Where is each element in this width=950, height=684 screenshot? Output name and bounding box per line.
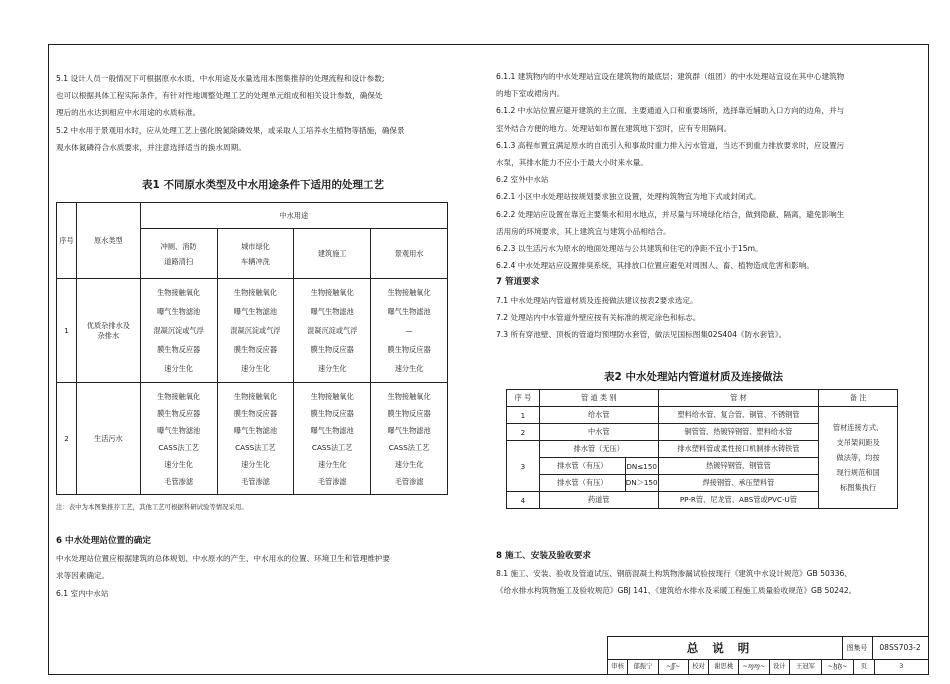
page-number: 3 bbox=[899, 662, 904, 670]
t2-header-mat: 管 材 bbox=[658, 390, 819, 407]
section-7-line: 7.1 中水处理站内管道材质及连接做法建议按表2要求选定。 bbox=[496, 295, 698, 305]
t2-row2-type: 中水管 bbox=[539, 424, 658, 441]
check-label: 校对 bbox=[689, 659, 709, 674]
section-8-line: 《给水排水构筑物施工及验收规范》GBJ 141、《建筑给水排水及采暖工程施工质量验收规范》GB 50242。 bbox=[496, 586, 857, 596]
t1-use-line: 景观用水 bbox=[394, 249, 424, 258]
t2-row1-type: 给水管 bbox=[539, 407, 658, 424]
t1-row1-no: 1 bbox=[57, 279, 77, 383]
para-5-1-line: 也可以根据具体工程实际条件，有针对性地调整处理工艺的处理单元组成和相关设计参数，确保处 bbox=[56, 91, 383, 101]
t2-note-line: 支吊架间距及 bbox=[836, 438, 880, 447]
reviewer-name: 郁振宁 bbox=[628, 659, 658, 674]
t1-process: 混凝沉淀或气浮 bbox=[307, 326, 358, 335]
t1-row1-cell bbox=[140, 279, 217, 383]
t1-type-line: 优质杂排水及 bbox=[86, 320, 130, 330]
t1-row1-cell bbox=[371, 279, 448, 383]
t2-note-line: 现行规范和国 bbox=[836, 468, 880, 477]
t1-process: 速分生化 bbox=[394, 364, 424, 373]
t1-process: 曝气生物滤池 bbox=[310, 425, 354, 435]
table1-note: 注：表中为本图集推荐工艺，其他工艺可根据科研试验等情况采用。 bbox=[56, 503, 248, 511]
t1-type-line: 杂排水 bbox=[97, 330, 120, 340]
t2-row4-no: 4 bbox=[507, 492, 540, 509]
t2-row4-type: 药道管 bbox=[539, 492, 658, 509]
para-5-1-line: 5.1 设计人员一般情况下可根据原水水质、中水用途及水量选用本图集推荐的处理流程和设计参数; bbox=[56, 74, 385, 83]
t1-process: 膜生物反应器 bbox=[387, 408, 431, 418]
t2-row3-mat-b: 热镀锌钢管、钢管管 bbox=[658, 458, 819, 475]
section-8-title: 8 施工、安装及验收要求 bbox=[496, 551, 591, 561]
t1-process: 膜生物反应器 bbox=[233, 345, 278, 354]
t1-process: 速分生化 bbox=[241, 459, 270, 469]
para-line: 6.2.4 中水处理站应设置排臭系统，其排放口位置应避免对周围人、畜、植物造成危害和影响。 bbox=[496, 261, 814, 271]
t1-process: 膜生物反应器 bbox=[387, 345, 431, 354]
t2-note bbox=[819, 407, 898, 509]
section-6 bbox=[56, 533, 456, 602]
para-line: 6.2.3 以生活污水为原水的地面处理站与公共建筑和住宅的净距不宜小于15m。 bbox=[496, 244, 763, 254]
t1-process: 膜生物反应器 bbox=[310, 345, 354, 354]
table1 bbox=[56, 202, 448, 495]
atlas-no-label: 图集号 bbox=[842, 637, 873, 660]
t1-process: 生物接触氧化 bbox=[157, 391, 201, 401]
t2-row3-mat-a: 排水塑料管或柔性接口机制排水铸铁管 bbox=[658, 441, 819, 458]
t1-process: CASS法工艺 bbox=[158, 442, 199, 452]
t1-process: 速分生化 bbox=[317, 459, 347, 469]
t2-header-no: 序 号 bbox=[507, 390, 540, 407]
t2-row1-no: 1 bbox=[507, 407, 540, 424]
para-line: 室外结合方便的地方。处理站如布置在建筑地下室时，应有专用隔间。 bbox=[496, 123, 732, 133]
left-column bbox=[56, 70, 456, 156]
section-6-line: 中水处理站位置应根据建筑的总体规划、中水原水的产生、中水用水的位置、环境卫生和管理维护要 bbox=[56, 554, 391, 564]
t1-header-no: 序号 bbox=[57, 203, 77, 279]
t1-process: 毛管渗滤 bbox=[317, 476, 347, 486]
t1-use-line: 车辆冲洗 bbox=[241, 256, 270, 266]
t1-row2-cell bbox=[294, 383, 371, 495]
t1-type-line: 生活污水 bbox=[93, 433, 123, 443]
t1-process: 膜生物反应器 bbox=[310, 408, 354, 418]
t1-use-col-3 bbox=[294, 229, 371, 279]
t1-row2-cell bbox=[217, 383, 294, 495]
t1-process: 混凝沉淀或气浮 bbox=[153, 326, 204, 335]
t1-process: 混凝沉淀或气浮 bbox=[230, 326, 281, 335]
para-line: 水泵，其排水能力不应小于最大小时来水量。 bbox=[496, 158, 648, 168]
t1-use-line: 建筑施工 bbox=[317, 249, 347, 258]
table2-title: 表2 中水处理站内管道材质及连接做法 bbox=[604, 371, 783, 383]
t2-row3-dn-b: DN≤150 bbox=[625, 458, 658, 475]
sheet-title: 总说明 bbox=[608, 637, 843, 660]
t1-process: 毛管渗滤 bbox=[164, 476, 194, 486]
t1-row2-no: 2 bbox=[57, 383, 77, 495]
t2-row3-type-a: 排水管（无压） bbox=[539, 441, 658, 458]
t1-row2-cell bbox=[140, 383, 217, 495]
designer-signature: ~ɮɮ~ bbox=[822, 659, 854, 674]
t2-row3-type-c: 排水管（有压） bbox=[539, 475, 625, 492]
right-column bbox=[496, 68, 916, 343]
para-line: 的地下室或裙房内。 bbox=[496, 89, 565, 99]
t2-note-line: 管材连接方式、 bbox=[832, 423, 884, 432]
t2-row1-mat: 塑料给水管、复合管、铜管、不锈钢管 bbox=[658, 407, 819, 424]
section-6-1: 6.1 室内中水站 bbox=[56, 588, 109, 598]
t1-process: 毛管渗滤 bbox=[394, 476, 424, 486]
t2-note-line: 标图集执行 bbox=[840, 483, 877, 492]
t2-row2-mat: 铜管管、热镀锌钢管、塑料给水管 bbox=[658, 424, 819, 441]
t1-row2-cell bbox=[371, 383, 448, 495]
reviewer-signature: ~ʃʃ~ bbox=[659, 659, 689, 674]
t2-row4-mat: PP-R管、尼龙管、ABS管或PVC-U管 bbox=[658, 492, 819, 509]
table2 bbox=[506, 389, 898, 509]
t2-row3-dn-c: DN＞150 bbox=[625, 475, 658, 492]
page-label: 页 bbox=[854, 659, 874, 674]
t1-row1-type bbox=[76, 279, 140, 383]
t1-process: 速分生化 bbox=[164, 364, 194, 373]
t1-process: 速分生化 bbox=[394, 459, 424, 469]
design-label: 设计 bbox=[770, 659, 790, 674]
section-6-line: 求等因素确定。 bbox=[56, 571, 110, 581]
t1-process: 曝气生物滤池 bbox=[233, 307, 278, 316]
t1-header-use: 中水用途 bbox=[140, 203, 447, 229]
section-8-line: 8.1 施工、安装、验收及管道试压、钢筋混凝土构筑物渗漏试验按现行《建筑中水设计规范》GB 50336、 bbox=[496, 569, 852, 579]
t1-use-line: 城市绿化 bbox=[241, 241, 270, 251]
t1-process: CASS法工艺 bbox=[388, 442, 430, 452]
section-8 bbox=[496, 548, 916, 600]
t1-process: 生物接触氧化 bbox=[310, 288, 354, 297]
t1-use-line: 冲厕、消防 bbox=[160, 241, 197, 251]
t1-use-line: 道路清扫 bbox=[164, 256, 194, 266]
t1-process: 生物接触氧化 bbox=[233, 391, 278, 401]
t1-row1-cell bbox=[217, 279, 294, 383]
para-line: 6.1.3 高程布置宜满足原水的自流引入和事故时重力排入污水管道，当达不到重力排放要求时，应设置污 bbox=[496, 140, 845, 150]
t1-row2-type bbox=[76, 383, 140, 495]
checker-signature: ~ɱɱ~ bbox=[739, 659, 769, 674]
para-line: 6.1.2 中水站位置应避开建筑的主立面、主要通道入口和重要场所，选择靠近辅助入口方向的边角，并与 bbox=[496, 106, 845, 116]
para-5-1-line: 理后的出水达到相应中水用途的水质标准。 bbox=[56, 108, 201, 118]
t1-process: 曝气生物滤池 bbox=[387, 425, 431, 435]
table1-title: 表1 不同原水类型及中水用途条件下适用的处理工艺 bbox=[142, 179, 384, 191]
para-line: 6.2.1 小区中水处理站按规划要求独立设置，处理构筑物宜为地下式或封闭式。 bbox=[496, 192, 761, 202]
section-6-title: 6 中水处理站位置的确定 bbox=[56, 536, 151, 546]
section-7-line: 7.3 所有穿池壁、顶板的管道均预埋防水套管，做法见国标图集02S404《防水套管》。 bbox=[496, 330, 787, 340]
t1-process: 速分生化 bbox=[164, 459, 194, 469]
t2-row3-type-b: 排水管（有压） bbox=[539, 458, 625, 475]
t1-process: CASS法工艺 bbox=[311, 442, 353, 452]
section-7-line: 7.2 处理站内中水管道外壁应按有关标准的规定涂色和标志。 bbox=[496, 312, 701, 322]
para-line: 6.2 室外中水站 bbox=[496, 175, 549, 185]
review-label: 审核 bbox=[608, 659, 628, 674]
t2-header-note: 备 注 bbox=[819, 390, 898, 407]
para-line: 6.1.1 建筑物内的中水处理站宜设在建筑物的最底层；建筑群（组团）的中水处理站宜设在其中心建筑物 bbox=[496, 72, 845, 81]
t1-process: 生物接触氧化 bbox=[387, 288, 431, 297]
atlas-no: 08SS703-2 bbox=[872, 637, 928, 660]
t1-row1-cell bbox=[294, 279, 371, 383]
t1-process: 曝气生物滤池 bbox=[157, 425, 201, 435]
title-block bbox=[607, 636, 928, 674]
t2-row3-mat-c: 焊接钢管、承压塑料管 bbox=[658, 475, 819, 492]
t1-process: 膜生物反应器 bbox=[157, 408, 201, 418]
t1-process: 速分生化 bbox=[317, 364, 347, 373]
t1-process: CASS法工艺 bbox=[235, 442, 276, 452]
t1-process: 毛管渗滤 bbox=[241, 476, 270, 486]
t2-row3-no: 3 bbox=[507, 441, 540, 492]
t1-process: 速分生化 bbox=[241, 364, 270, 373]
t1-process: — bbox=[405, 326, 413, 335]
para-5-2-line: 观水体氮磷符合水质要求，并注意选择适当的换水周期。 bbox=[56, 142, 246, 152]
t1-use-col-1 bbox=[140, 229, 217, 279]
t1-process: 曝气生物滤池 bbox=[310, 307, 354, 316]
t1-process: 曝气生物滤池 bbox=[157, 307, 201, 316]
para-line: 6.2.2 处理站应设置在靠近主要集水和用水地点，并尽量与环境绿化结合，做到隐蔽、隔离，避免影响生 bbox=[496, 209, 845, 219]
signature-row bbox=[608, 659, 928, 674]
t2-header-type: 管 道 类 别 bbox=[539, 390, 658, 407]
t2-row2-no: 2 bbox=[507, 424, 540, 441]
t1-process: 生物接触氧化 bbox=[310, 391, 354, 401]
t1-use-col-4 bbox=[371, 229, 448, 279]
t1-process: 膜生物反应器 bbox=[157, 345, 201, 354]
checker-name: 谢思桃 bbox=[709, 659, 739, 674]
para-5-2-line: 5.2 中水用于景观用水时，应从处理工艺上强化脱氮除磷效果，或采取人工培养水生植物等措施，确保景 bbox=[56, 125, 405, 135]
t1-process: 生物接触氧化 bbox=[233, 288, 278, 297]
section-7-title: 7 管道要求 bbox=[496, 277, 540, 288]
para-line: 活用房的环境要求，其上建筑宜与建筑小品相结合。 bbox=[496, 226, 671, 236]
t1-header-type: 原水类型 bbox=[76, 203, 140, 279]
t2-note-line: 做法等，均按 bbox=[836, 453, 880, 462]
t1-process: 膜生物反应器 bbox=[233, 408, 278, 418]
t1-use-col-2 bbox=[217, 229, 294, 279]
designer-name: 王冠军 bbox=[790, 659, 822, 674]
t1-process: 曝气生物滤池 bbox=[233, 425, 278, 435]
t1-process: 曝气生物滤池 bbox=[387, 307, 431, 316]
t1-process: 生物接触氧化 bbox=[157, 288, 201, 297]
t1-process: 生物接触氧化 bbox=[387, 391, 431, 401]
